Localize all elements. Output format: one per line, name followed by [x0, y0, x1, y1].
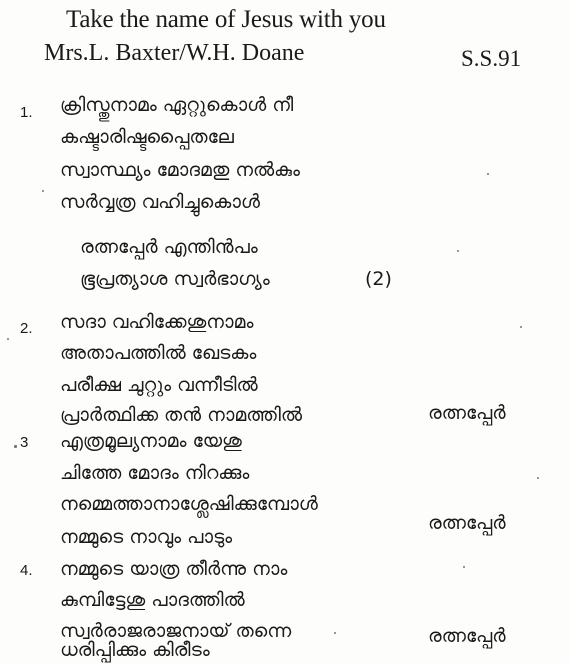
verse-1-line-1: ക്രിസ്തുനാമം ഏറ്റുകൊൾ നീ [60, 94, 294, 116]
verse-4-line-3: സ്വർരാജരാജനായ് തന്നെ [60, 620, 292, 642]
scan-speck [42, 190, 44, 192]
verse-2-refrain-cue: രത്നപ്പേർ [428, 402, 506, 424]
verse-3-refrain-cue: രത്നപ്പേർ [428, 512, 506, 534]
verse-4-line-1: നമ്മുടെ യാത്ര തീർന്നു നാം [60, 558, 288, 580]
scan-speck [457, 250, 459, 252]
verse-2-line-2: അതാപത്തിൽ ഖേടകം [60, 342, 257, 364]
verse-2-line-3: പരീക്ഷ ചുറ്റും വന്നീടിൽ [60, 374, 258, 396]
scan-speck [520, 326, 522, 328]
scan-speck [537, 477, 539, 479]
chorus-line-2: ഭൂപ്രത്യാശ സ്വർഭാഗ്യം [80, 268, 270, 290]
verse-1-line-3: സ്വാസ്ഥ്യം മോദമതു നൽകും [60, 159, 300, 181]
verse-2-line-4: പ്രാർത്ഥിക്ക തൻ നാമത്തിൽ [60, 404, 303, 426]
scan-speck [463, 566, 465, 568]
verse-3-line-3: നമ്മെത്താനാശ്ലേഷിക്കുമ്പോൾ [60, 493, 318, 515]
hymn-reference: S.S.91 [461, 46, 522, 71]
hymn-title: Take the name of Jesus with you [66, 6, 386, 33]
verse-3-line-2: ചിത്തേ മോദം നിറക്കും [60, 462, 250, 484]
scan-speck [14, 445, 17, 448]
verse-number-2: 2. [20, 320, 33, 337]
verse-1-line-4: സർവ്വത്ര വഹിച്ചുകൊൾ [60, 191, 260, 213]
verse-4-refrain-cue: രത്നപ്പേർ [428, 625, 506, 647]
scan-speck [334, 632, 336, 634]
scan-speck [487, 173, 489, 175]
verse-number-3: 3 [20, 434, 29, 451]
verse-4-line-4: ധരിപ്പിക്കും കിരീടം [60, 639, 210, 661]
scan-speck [7, 338, 9, 340]
chorus-repeat-mark: (2) [365, 268, 392, 290]
verse-4-line-2: കുമ്പിട്ടേശു പാദത്തിൽ [60, 589, 245, 611]
verse-3-line-1: എത്രമൂല്യനാമം യേശു [60, 430, 242, 452]
verse-number-4: 4. [20, 562, 33, 579]
verse-3-line-4: നമ്മുടെ നാവും പാടും [60, 526, 233, 548]
chorus-line-1: രത്നപ്പേർ എന്തിൻപം [80, 236, 258, 258]
verse-1-line-2: കഷ്ടാരിഷ്ടപ്പൈതലേ [60, 126, 234, 148]
verse-2-line-1: സദാ വഹിക്കേശുനാമം [60, 311, 254, 333]
verse-number-1: 1. [20, 104, 33, 121]
hymn-authors: Mrs.L. Baxter/W.H. Doane [44, 40, 305, 66]
